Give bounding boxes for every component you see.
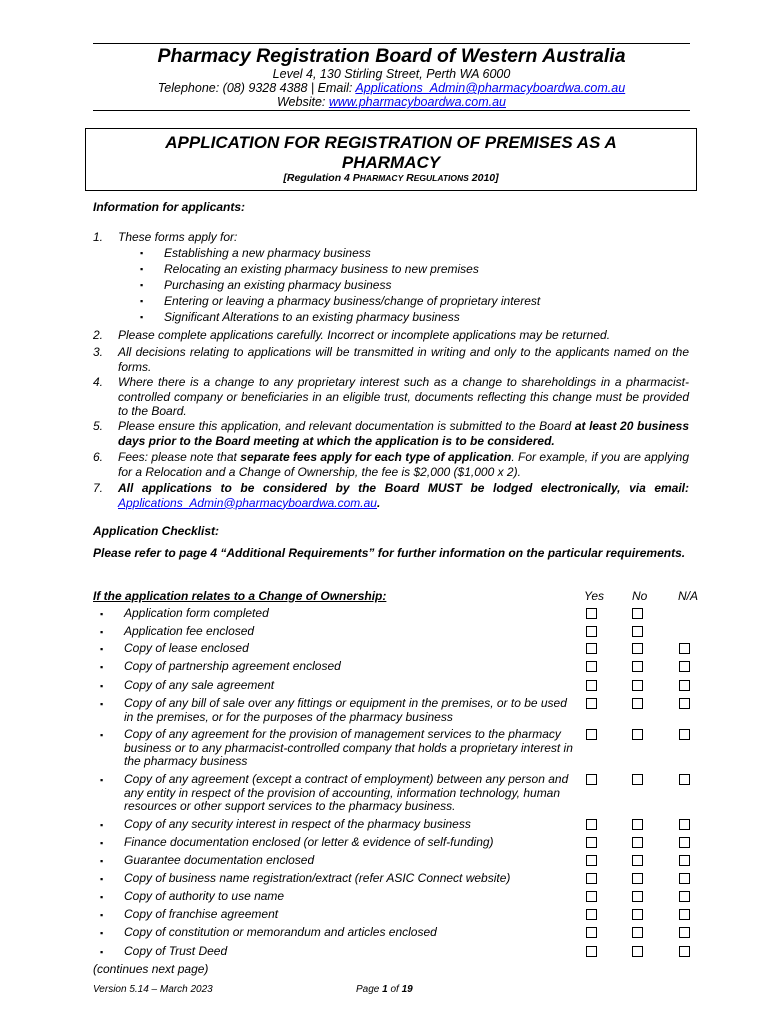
reg-close: 2010] xyxy=(468,172,499,184)
checkbox-yes[interactable] xyxy=(586,729,597,740)
checklist-item-text: Copy of franchise agreement xyxy=(124,907,279,921)
checklist-item-text: Application fee enclosed xyxy=(124,624,255,638)
checkbox-no[interactable] xyxy=(632,837,643,848)
checkbox-no[interactable] xyxy=(632,819,643,830)
column-yes: Yes xyxy=(584,589,605,603)
checkbox-yes[interactable] xyxy=(586,927,597,938)
checklist-bullet: ▪ xyxy=(100,681,104,691)
checklist-item-text: Copy of business name registration/extract (refer ASIC Connect website) xyxy=(124,871,511,885)
checklist-bullet: ▪ xyxy=(100,947,104,957)
checkbox-na[interactable] xyxy=(679,855,690,866)
checkbox-yes[interactable] xyxy=(586,643,597,654)
bullet-item: Establishing a new pharmacy business xyxy=(164,246,371,260)
checkbox-no[interactable] xyxy=(632,891,643,902)
org-contact xyxy=(93,81,690,96)
page-mid: of xyxy=(387,984,402,995)
bullet-marker: ▪ xyxy=(140,296,144,306)
checkbox-no[interactable] xyxy=(632,946,643,957)
item1-number: 1. xyxy=(93,230,104,244)
checkbox-na[interactable] xyxy=(679,873,690,884)
checkbox-yes[interactable] xyxy=(586,855,597,866)
checklist-bullet: ▪ xyxy=(100,730,104,740)
org-name: Pharmacy Registration Board of Western Australia xyxy=(157,45,626,67)
checkbox-no[interactable] xyxy=(632,909,643,920)
checklist-item-text: Copy of constitution or memorandum and articles enclosed xyxy=(124,925,437,939)
checklist-refer-note: Please refer to page 4 “Additional Requirements” for further information on the particular requirements. xyxy=(93,546,686,560)
bullet-marker: ▪ xyxy=(140,264,144,274)
checklist-bullet: ▪ xyxy=(100,820,104,830)
item5-text xyxy=(118,419,689,448)
checklist-item-text: Copy of any bill of sale over any fittings or equipment in the premises, or to be used in the premises, or for the purposes of the pharmacy business xyxy=(124,696,567,724)
org-address: Level 4, 130 Stirling Street, Perth WA 6000 xyxy=(272,67,511,81)
checklist-bullet: ▪ xyxy=(100,874,104,884)
checkbox-no[interactable] xyxy=(632,855,643,866)
bullet-item: Entering or leaving a pharmacy business/change of proprietary interest xyxy=(164,294,541,308)
reg-sc2: EGULATIONS xyxy=(413,173,469,183)
item7-end: . xyxy=(376,495,381,510)
checkbox-na[interactable] xyxy=(679,643,690,654)
item7-number: 7. xyxy=(93,481,104,495)
checklist-item-text: Copy of any agreement (except a contract of employment) between any person and any entity in respect of the provision of accounting, information technology, human resources or other support services to the pharmacy business. xyxy=(124,772,569,813)
checkbox-no[interactable] xyxy=(632,873,643,884)
checklist-bullet: ▪ xyxy=(100,856,104,866)
bullet-item: Significant Alterations to an existing pharmacy business xyxy=(164,310,460,324)
checkbox-yes[interactable] xyxy=(586,909,597,920)
checkbox-no[interactable] xyxy=(632,927,643,938)
reg-open: [Regulation 4 P xyxy=(283,172,360,184)
item1-text: These forms apply for: xyxy=(118,230,238,244)
page-prefix: Page xyxy=(356,984,383,995)
checkbox-yes[interactable] xyxy=(586,837,597,848)
checkbox-na[interactable] xyxy=(679,661,690,672)
checklist-item-text: Application form completed xyxy=(124,606,269,620)
checklist-bullet: ▪ xyxy=(100,838,104,848)
column-no: No xyxy=(632,589,648,603)
page-number xyxy=(356,984,413,995)
checkbox-yes[interactable] xyxy=(586,873,597,884)
regulation-reference xyxy=(85,172,697,184)
checklist-bullet: ▪ xyxy=(100,928,104,938)
email-link[interactable]: Applications_Admin@pharmacyboardwa.com.au xyxy=(355,81,626,95)
checkbox-yes[interactable] xyxy=(586,891,597,902)
checklist-bullet: ▪ xyxy=(100,627,104,637)
item6-number: 6. xyxy=(93,450,104,464)
item7-email-link[interactable]: Applications_Admin@pharmacyboardwa.com.au xyxy=(118,495,377,510)
checklist-item-text: Guarantee documentation enclosed xyxy=(124,853,315,867)
page-total: 19 xyxy=(401,984,413,995)
item2-number: 2. xyxy=(93,328,104,342)
checkbox-no[interactable] xyxy=(632,698,643,709)
info-heading: Information for applicants: xyxy=(93,200,246,214)
form-title xyxy=(85,133,697,173)
checkbox-yes[interactable] xyxy=(586,661,597,672)
checkbox-no[interactable] xyxy=(632,626,643,637)
item4-number: 4. xyxy=(93,375,104,389)
header-bottom-rule xyxy=(93,110,690,111)
item7-text-a: All applications to be considered by the Board MUST be lodged electronically, via email: xyxy=(118,481,689,495)
bullet-item: Relocating an existing pharmacy business to new premises xyxy=(164,262,479,276)
form-title-line1: APPLICATION FOR REGISTRATION OF PREMISES AS A xyxy=(165,133,617,152)
checkbox-no[interactable] xyxy=(632,680,643,691)
checkbox-na[interactable] xyxy=(679,946,690,957)
checkbox-yes[interactable] xyxy=(586,819,597,830)
checkbox-yes[interactable] xyxy=(586,774,597,785)
item6-text-c: . For example, if you are applying for a Relocation and a Change of Ownership, the fee is $2,000 ($1,000 x 2). xyxy=(118,450,690,479)
item5-text-a: Please ensure this application, and relevant documentation is submitted to the Board xyxy=(118,419,575,433)
bullet-marker: ▪ xyxy=(140,280,144,290)
bullet-marker: ▪ xyxy=(140,248,144,258)
version-label: Version 5.14 – March 2023 xyxy=(93,984,213,995)
item6-text-a: Fees: please note that xyxy=(118,450,241,464)
checklist-bullet: ▪ xyxy=(100,662,104,672)
checkbox-yes[interactable] xyxy=(586,608,597,619)
checklist-heading: Application Checklist: xyxy=(93,524,220,538)
form-title-line2: PHARMACY xyxy=(341,153,441,172)
reg-sc1: HARMACY xyxy=(359,173,404,183)
bullet-marker: ▪ xyxy=(140,312,144,322)
checkbox-no[interactable] xyxy=(632,729,643,740)
checkbox-yes[interactable] xyxy=(586,626,597,637)
checkbox-na[interactable] xyxy=(679,927,690,938)
section-heading: If the application relates to a Change of Ownership: xyxy=(93,589,387,603)
checkbox-no[interactable] xyxy=(632,661,643,672)
item5-number: 5. xyxy=(93,419,104,433)
item7-text xyxy=(118,481,689,510)
checkbox-yes[interactable] xyxy=(586,946,597,957)
checklist-item-text: Copy of any agreement for the provision of management services to the pharmacy business or to any pharmacist-controlled company that holds a proprietary interest in the pharmacy business xyxy=(124,727,573,768)
checkbox-na[interactable] xyxy=(679,909,690,920)
top-rule xyxy=(93,43,690,44)
item3-number: 3. xyxy=(93,345,104,359)
website-prefix: Website: xyxy=(276,95,329,109)
item6-text-bold: separate fees apply for each type of application xyxy=(240,450,512,464)
checklist-item-text: Copy of Trust Deed xyxy=(124,944,228,958)
checklist-bullet: ▪ xyxy=(100,609,104,619)
checkbox-na[interactable] xyxy=(679,774,690,785)
checkbox-no[interactable] xyxy=(632,608,643,619)
item3-text: All decisions relating to applications will be transmitted in writing and only to the applicants named on the forms. xyxy=(118,345,689,374)
checkbox-na[interactable] xyxy=(679,819,690,830)
checklist-item-text: Finance documentation enclosed (or letter & evidence of self-funding) xyxy=(124,835,494,849)
item5-text-bold: at least 20 business days prior to the Board meeting at which the application is to be considered. xyxy=(118,419,690,448)
checklist-bullet: ▪ xyxy=(100,775,104,785)
checkbox-yes[interactable] xyxy=(586,698,597,709)
item4-text: Where there is a change to any proprietary interest such as a change to shareholdings in a pharmacist-controlled company or beneficiaries in an eligible trust, documents reflecting this change must be provided to the Board. xyxy=(118,375,689,418)
checklist-item-text: Copy of any sale agreement xyxy=(124,678,275,692)
checkbox-na[interactable] xyxy=(679,698,690,709)
reg-mid: R xyxy=(403,172,414,184)
continues-note: (continues next page) xyxy=(93,962,209,976)
contact-prefix: Telephone: (08) 9328 4388 | Email: xyxy=(157,81,356,95)
checkbox-na[interactable] xyxy=(679,891,690,902)
page-current: 1 xyxy=(382,984,388,995)
checklist-bullet: ▪ xyxy=(100,892,104,902)
bullet-item: Purchasing an existing pharmacy business xyxy=(164,278,392,292)
checkbox-na[interactable] xyxy=(679,729,690,740)
checklist-bullet: ▪ xyxy=(100,699,104,709)
checkbox-yes[interactable] xyxy=(586,680,597,691)
checklist-bullet: ▪ xyxy=(100,644,104,654)
checklist-bullet: ▪ xyxy=(100,910,104,920)
org-website xyxy=(93,95,690,110)
checklist-item-text: Copy of any security interest in respect of the pharmacy business xyxy=(124,817,471,831)
checkbox-no[interactable] xyxy=(632,643,643,654)
checkbox-na[interactable] xyxy=(679,837,690,848)
checkbox-na[interactable] xyxy=(679,680,690,691)
item6-text xyxy=(118,450,689,479)
item2-text: Please complete applications carefully. Incorrect or incomplete applications may be returned. xyxy=(118,328,611,342)
checklist-item-text: Copy of partnership agreement enclosed xyxy=(124,659,341,673)
column-na: N/A xyxy=(678,589,699,603)
checklist-item-text: Copy of lease enclosed xyxy=(124,641,249,655)
checklist-item-text: Copy of authority to use name xyxy=(124,889,285,903)
checkbox-no[interactable] xyxy=(632,774,643,785)
website-link[interactable]: www.pharmacyboardwa.com.au xyxy=(328,95,507,109)
